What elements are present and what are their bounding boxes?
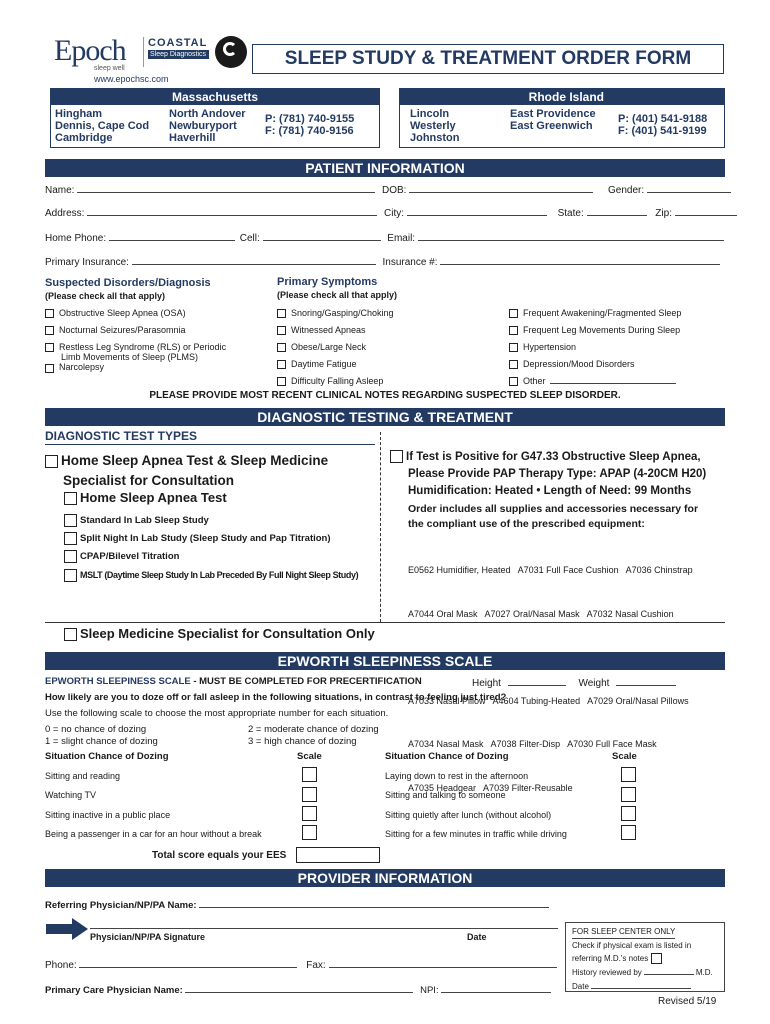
symptoms-sub: (Please check all that apply) [277, 290, 398, 300]
zip-field[interactable] [675, 206, 737, 216]
height-weight: Height Weight [472, 676, 676, 689]
disorder-item: Narcolepsy [45, 362, 280, 372]
test-item: MSLT (Daytime Sleep Study In Lab Preceded By Full Night Sleep Study) [64, 566, 358, 584]
pap-therapy: If Test is Positive for G47.33 Obstructive Sleep Apnea, Please Provide PAP Therapy Type: APAP (4-20CM H20) Humidification: Heated • Length of Need: 99 Months [390, 449, 706, 500]
website[interactable]: www.epochsc.com [94, 74, 169, 84]
primary-insurance-field[interactable] [132, 255, 376, 265]
frequent-awakening-checkbox[interactable] [509, 309, 518, 318]
symptoms-col2 [509, 305, 681, 390]
symptoms-col1 [277, 305, 394, 390]
daytime-fatigue-checkbox[interactable] [277, 360, 286, 369]
situation-item: Sitting quietly after lunch (without alcohol) [385, 810, 552, 820]
ri-phone: P: (401) 541-9188 [618, 113, 708, 125]
name-field[interactable] [77, 183, 375, 193]
npi-field[interactable] [441, 983, 551, 993]
epworth-instructions: Use the following scale to choose the most appropriate number for each situation. [45, 708, 389, 719]
patient-info-heading: PATIENT INFORMATION [45, 159, 725, 177]
depression-checkbox[interactable] [509, 360, 518, 369]
scale-box-lunch[interactable] [621, 806, 636, 821]
disorders-sub: (Please check all that apply) [45, 291, 166, 301]
difficulty-asleep-checkbox[interactable] [277, 377, 286, 386]
scale-box-public[interactable] [302, 806, 317, 821]
epworth-question: How likely are you to doze off or fall asleep in the following situations, in contrast to feeling just tired? [45, 692, 507, 703]
height-field[interactable] [508, 676, 566, 686]
symptoms-heading: Primary Symptoms [277, 276, 378, 288]
scale-box-talking[interactable] [621, 787, 636, 802]
total-score-box[interactable] [296, 847, 380, 863]
situation-item: Sitting for a few minutes in traffic while driving [385, 829, 567, 839]
ma-col1: Hingham Dennis, Cape Cod Cambridge [55, 108, 150, 144]
epworth-sub: EPWORTH SLEEPINESS SCALE - MUST BE COMPLETED FOR PRECERTIFICATION [45, 676, 422, 687]
state-field[interactable] [587, 206, 647, 216]
diagnostic-divider [380, 432, 381, 622]
sc-date-field[interactable] [591, 979, 691, 989]
referring-field[interactable] [199, 898, 549, 908]
ri-col2: East Providence East Greenwich [510, 108, 596, 132]
osa-checkbox[interactable] [45, 309, 54, 318]
symptom-item: Difficulty Falling Asleep [277, 373, 394, 390]
symptom-item: Obese/Large Neck [277, 339, 394, 356]
col-scale-left: Scale [297, 751, 322, 762]
situation-item: Sitting and reading [45, 771, 121, 781]
other-checkbox[interactable] [509, 377, 518, 386]
situation-item: Sitting and talking to someone [385, 790, 506, 800]
epoch-logo [54, 34, 140, 74]
mslt-checkbox[interactable] [64, 569, 77, 582]
hypertension-checkbox[interactable] [509, 343, 518, 352]
scale-box-traffic[interactable] [621, 825, 636, 840]
split-night-checkbox[interactable] [64, 532, 77, 545]
lab-tests [64, 512, 358, 584]
hsat-option: Home Sleep Apnea Test [64, 490, 227, 505]
symptom-item: Snoring/Gasping/Choking [277, 305, 394, 322]
signature-line[interactable] [90, 928, 558, 929]
supplies-list: E0562 Humidifier, Heated A7031 Full Face Cushion A7036 Chinstrap A7044 Oral Mask A7027 Oral/Nasal Mask A7032 Nasal Cushion A7033 Nasal Pillow A4604 Tubing-Heated A7029 Oral/Nasal Pillows A7034 Nasal Mask A7038 Filter-Disp A7030 Full Face Mask A7035 Headgear A7039 Filter-Reusable [408, 565, 693, 793]
referring-row: Referring Physician/NP/PA Name: [45, 898, 549, 911]
snoring-checkbox[interactable] [277, 309, 286, 318]
ri-heading: Rhode Island [400, 89, 724, 105]
col-scale-right: Scale [612, 751, 637, 762]
patient-row-4: Primary Insurance: Insurance #: [45, 255, 720, 268]
symptom-item: Other [509, 373, 681, 390]
diagnostic-heading: DIAGNOSTIC TESTING & TREATMENT [45, 408, 725, 426]
form-title: SLEEP STUDY & TREATMENT ORDER FORM [284, 48, 692, 69]
hsat-consult-option: Home Sleep Apnea Test & Sleep Medicine Specialist for Consultation [45, 451, 328, 491]
sleep-center-title: FOR SLEEP CENTER ONLY [572, 925, 675, 939]
col-situation-left: Situation Chance of Dozing [45, 751, 169, 762]
scale-box-reading[interactable] [302, 767, 317, 782]
test-item: CPAP/Bilevel Titration [64, 548, 358, 566]
coastal-logo-sub: Sleep Diagnostics [148, 50, 209, 59]
test-item: Split Night In Lab Study (Sleep Study and Pap Titration) [64, 530, 358, 548]
situation-item: Being a passenger in a car for an hour without a break [45, 829, 262, 839]
symptom-item: Hypertension [509, 339, 681, 356]
scale-box-laying[interactable] [621, 767, 636, 782]
symptoms-section [277, 276, 727, 300]
ri-fax: F: (401) 541-9199 [618, 125, 707, 137]
pcp-row: Primary Care Physician Name: NPI: [45, 983, 551, 996]
test-item: Standard In Lab Sleep Study [64, 512, 358, 530]
coastal-logo-text: COASTAL [148, 37, 208, 49]
scale-legend: 0 = no chance of dozing 1 = slight chance of dozing [45, 724, 158, 747]
clinical-notes-notice: PLEASE PROVIDE MOST RECENT CLINICAL NOTES REGARDING SUSPECTED SLEEP DISORDER. [149, 390, 621, 401]
supplies-notice: Order includes all supplies and accessories necessary for the compliant use of the prescribed equipment: [408, 503, 699, 530]
signature-label: Physician/NP/PA Signature [90, 932, 206, 942]
ma-contact [265, 113, 354, 137]
gender-field[interactable] [647, 183, 731, 193]
test-types-heading: DIAGNOSTIC TEST TYPES [45, 429, 375, 445]
ma-heading: Massachusetts [51, 89, 379, 105]
hsat-consult-checkbox[interactable] [45, 455, 58, 468]
disorder-item: Obstructive Sleep Apnea (OSA) [45, 308, 280, 318]
symptom-item: Witnessed Apneas [277, 322, 394, 339]
date-label: Date [467, 932, 487, 942]
arrow-icon [46, 918, 88, 940]
symptom-item: Depression/Mood Disorders [509, 356, 681, 373]
scale-box-tv[interactable] [302, 787, 317, 802]
sleep-center-box: FOR SLEEP CENTER ONLY Check if physical exam is listed in referring M.D.'s notes History reviewed by M.D. Date [565, 922, 725, 992]
obese-neck-checkbox[interactable] [277, 343, 286, 352]
col-situation-right: Situation Chance of Dozing [385, 751, 509, 762]
insurance-number-field[interactable] [440, 255, 720, 265]
epoch-logo-text: Epoch [54, 34, 126, 67]
ma-col2: North Andover Newburyport Haverhill [169, 108, 246, 144]
scale-legend-2: 2 = moderate chance of dozing 3 = high chance of dozing [248, 724, 379, 747]
home-phone-field[interactable] [109, 231, 235, 241]
seizures-checkbox[interactable] [45, 326, 54, 335]
situation-item: Sitting inactive in a public place [45, 810, 171, 820]
revised-note: Revised 5/19 [658, 996, 717, 1007]
dob-field[interactable] [409, 183, 593, 193]
provider-fax-field[interactable] [329, 958, 557, 968]
scale-box-passenger[interactable] [302, 825, 317, 840]
narcolepsy-checkbox[interactable] [45, 364, 54, 373]
form-title-box [252, 44, 724, 74]
consult-only-option: Sleep Medicine Specialist for Consultation Only [45, 622, 725, 641]
symptom-item: Frequent Leg Movements During Sleep [509, 322, 681, 339]
epoch-logo-tag: sleep well [94, 65, 125, 72]
provider-heading: PROVIDER INFORMATION [45, 869, 725, 887]
ma-locations [50, 88, 380, 148]
ma-phone: P: (781) 740-9155 [265, 113, 355, 125]
physical-exam-checkbox[interactable] [651, 953, 662, 964]
pap-checkbox[interactable] [390, 450, 403, 463]
ma-fax: F: (781) 740-9156 [265, 125, 354, 137]
symptom-item: Daytime Fatigue [277, 356, 394, 373]
witnessed-apneas-checkbox[interactable] [277, 326, 286, 335]
disorders-section [45, 277, 280, 373]
epworth-heading: EPWORTH SLEEPINESS SCALE [45, 652, 725, 670]
leg-movements-checkbox[interactable] [509, 326, 518, 335]
disorder-item: Restless Leg Syndrome (RLS) or Periodic [45, 342, 280, 352]
ri-col1: Lincoln Westerly Johnston [410, 108, 460, 144]
cell-field[interactable] [263, 231, 381, 241]
cpap-titration-checkbox[interactable] [64, 550, 77, 563]
symptom-item: Frequent Awakening/Fragmented Sleep [509, 305, 681, 322]
ri-contact [618, 113, 707, 137]
patient-row-2: Address: City: State: Zip: [45, 206, 737, 219]
provider-phone-field[interactable] [79, 958, 297, 968]
total-score-label: Total score equals your EES [152, 850, 287, 861]
pcp-field[interactable] [185, 983, 413, 993]
rls-checkbox[interactable] [45, 343, 54, 352]
hsat-checkbox[interactable] [64, 492, 77, 505]
disorders-heading: Suspected Disorders/Diagnosis [45, 277, 211, 289]
situation-item: Laying down to rest in the afternoon [385, 771, 529, 781]
patient-row-1: Name: DOB: Gender: [45, 183, 731, 196]
patient-row-3: Home Phone: Cell: Email: [45, 231, 724, 244]
disorder-item-cont: Limb Movements of Sleep (PLMS) [61, 352, 199, 363]
other-field[interactable] [550, 374, 676, 384]
situation-item: Watching TV [45, 790, 97, 800]
coastal-logo [143, 37, 209, 67]
reviewed-by-field[interactable] [644, 965, 694, 975]
consult-only-checkbox[interactable] [64, 628, 77, 641]
standard-lab-checkbox[interactable] [64, 514, 77, 527]
weight-field[interactable] [616, 676, 676, 686]
address-field[interactable] [87, 206, 377, 216]
city-field[interactable] [407, 206, 547, 216]
email-field[interactable] [418, 231, 724, 241]
accreditation-seal-icon [215, 36, 247, 68]
disorder-item: Nocturnal Seizures/Parasomnia [45, 325, 280, 335]
phone-fax-row: Phone: Fax: [45, 958, 557, 971]
ri-locations [399, 88, 725, 148]
